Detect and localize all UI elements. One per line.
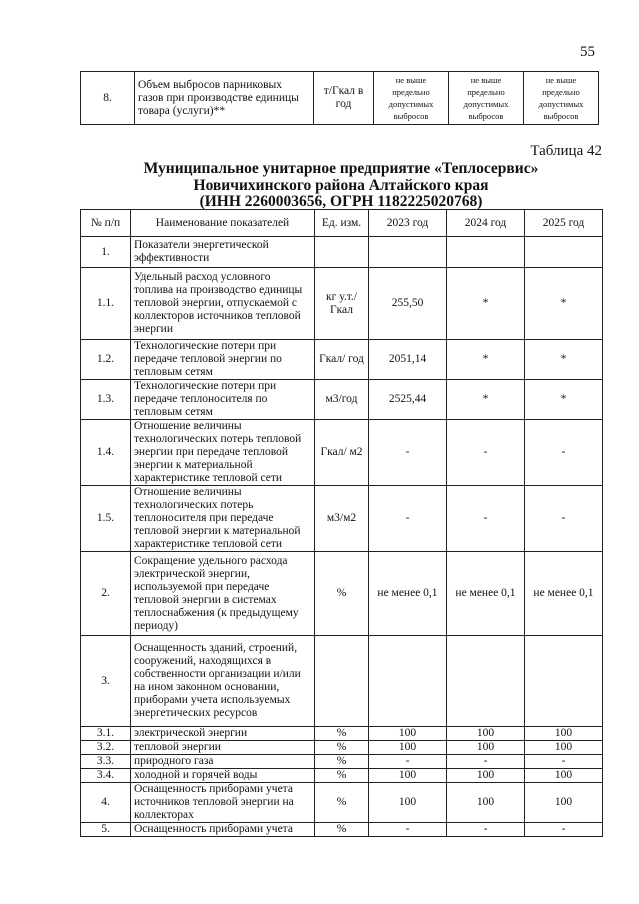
table-row [81, 823, 603, 837]
row-value-2025 [525, 237, 603, 268]
table-row [81, 380, 603, 420]
row-value-2024 [447, 237, 525, 268]
row-unit: Гкал/ год [315, 340, 369, 380]
row-name: Отношение величины технологических потерь тепловой энергии при передаче тепловой энергии к материальной характеристике тепловой сети [131, 420, 315, 486]
row-value-2023: 255,50 [369, 268, 447, 340]
row-number: 1.4. [81, 420, 131, 486]
row-value-2023: 100 [369, 741, 447, 755]
row-name: Удельный расход условного топлива на производство единицы тепловой энергии, отпускаемой с коллекторов источников тепловой энергии [131, 268, 315, 340]
title-line: Новичихинского района Алтайского края [193, 176, 489, 194]
header-2024: 2024 год [447, 210, 525, 237]
row-number: 3. [81, 636, 131, 727]
table-row [81, 636, 603, 727]
row-name: Отношение величины технологических потерь теплоносителя при передаче тепловой энергии к материальной характеристике тепловой сети [131, 486, 315, 552]
row-value-2025: - [525, 420, 603, 486]
row-value-2025: 100 [525, 741, 603, 755]
row-value-2024: - [447, 486, 525, 552]
header-unit: Ед. изм. [315, 210, 369, 237]
row-name: Технологические потери при передаче тепловой энергии по тепловым сетям [131, 340, 315, 380]
row-value-2023: 2525,44 [369, 380, 447, 420]
row-value-2025: - [525, 755, 603, 769]
row-name: Показатели энергетической эффективности [131, 237, 315, 268]
table-row [81, 237, 603, 268]
row-name: Оснащенность приборами учета [131, 823, 315, 837]
row-unit: % [315, 727, 369, 741]
row-value-2024: - [447, 420, 525, 486]
row-value-2023: 100 [369, 727, 447, 741]
row-value-2023: не выше предельно допустимых выбросов [374, 72, 449, 125]
top-table [80, 71, 599, 125]
row-number: 1. [81, 237, 131, 268]
row-number: 3.4. [81, 769, 131, 783]
page-number: 55 [580, 44, 595, 60]
row-name: Оснащенность зданий, строений, сооружений, находящихся в собственности организации и/или на ином законном основании, приборами учета используемых энергетических ресурсов [131, 636, 315, 727]
row-value-2025: * [525, 268, 603, 340]
row-name: холодной и горячей воды [131, 769, 315, 783]
row-number: 3.3. [81, 755, 131, 769]
row-unit: % [315, 552, 369, 636]
row-number: 5. [81, 823, 131, 837]
row-value-2025: * [525, 380, 603, 420]
table-row [81, 420, 603, 486]
row-number: 8. [81, 72, 135, 125]
row-value-2024: 100 [447, 741, 525, 755]
row-value-2025 [525, 636, 603, 727]
row-value-2024: не выше предельно допустимых выбросов [449, 72, 524, 125]
title-line: Муниципальное унитарное предприятие «Теплосервис» [143, 160, 539, 177]
row-name: электрической энергии [131, 727, 315, 741]
row-value-2025: - [525, 486, 603, 552]
row-value-2023: - [369, 420, 447, 486]
header-2025: 2025 год [525, 210, 603, 237]
row-value-2023: 2051,14 [369, 340, 447, 380]
row-value-2023: - [369, 486, 447, 552]
row-name: Технологические потери при передаче теплоносителя по тепловым сетям [131, 380, 315, 420]
row-value-2024: - [447, 755, 525, 769]
row-name: Объем выбросов парниковых газов при производстве единицы товара (услуги)** [135, 72, 314, 125]
row-name: тепловой энергии [131, 741, 315, 755]
row-value-2025: 100 [525, 783, 603, 823]
row-value-2023 [369, 636, 447, 727]
table-row [81, 769, 603, 783]
table-row [81, 268, 603, 340]
row-value-2023: не менее 0,1 [369, 552, 447, 636]
row-value-2025: - [525, 823, 603, 837]
row-value-2024: - [447, 823, 525, 837]
table-label: Таблица 42 [530, 143, 602, 159]
row-value-2024: 100 [447, 783, 525, 823]
row-unit: % [315, 769, 369, 783]
table-row [81, 727, 603, 741]
row-value-2024: * [447, 268, 525, 340]
row-unit: % [315, 755, 369, 769]
row-value-2024: * [447, 340, 525, 380]
row-unit: % [315, 823, 369, 837]
header-2023: 2023 год [369, 210, 447, 237]
row-name: природного газа [131, 755, 315, 769]
row-unit: м3/год [315, 380, 369, 420]
row-value-2025: 100 [525, 727, 603, 741]
row-value-2025: не менее 0,1 [525, 552, 603, 636]
header-name: Наименование показателей [131, 210, 315, 237]
row-value-2023 [369, 237, 447, 268]
row-number: 2. [81, 552, 131, 636]
row-unit: % [315, 783, 369, 823]
row-unit: м3/м2 [315, 486, 369, 552]
row-unit: % [315, 741, 369, 755]
row-value-2025: * [525, 340, 603, 380]
row-unit: Гкал/ м2 [315, 420, 369, 486]
table-row [81, 741, 603, 755]
row-value-2024: 100 [447, 769, 525, 783]
table-header-row [81, 210, 603, 237]
row-number: 1.3. [81, 380, 131, 420]
row-value-2024: не менее 0,1 [447, 552, 525, 636]
row-number: 3.1. [81, 727, 131, 741]
row-value-2025: 100 [525, 769, 603, 783]
row-value-2024: * [447, 380, 525, 420]
table-row [81, 486, 603, 552]
row-value-2023: - [369, 823, 447, 837]
row-value-2025: не выше предельно допустимых выбросов [524, 72, 599, 125]
table-row [81, 755, 603, 769]
row-number: 3.2. [81, 741, 131, 755]
table-row [81, 552, 603, 636]
table-row [81, 72, 599, 125]
row-unit: т/Гкал в год [314, 72, 374, 125]
title-line: (ИНН 2260003656, ОГРН 1182225020768) [199, 193, 483, 210]
row-number: 1.1. [81, 268, 131, 340]
row-value-2024: 100 [447, 727, 525, 741]
row-number: 1.2. [81, 340, 131, 380]
row-value-2023: - [369, 755, 447, 769]
table-row [81, 340, 603, 380]
row-unit [315, 237, 369, 268]
row-number: 4. [81, 783, 131, 823]
indicators-table [80, 209, 603, 837]
row-number: 1.5. [81, 486, 131, 552]
row-value-2023: 100 [369, 783, 447, 823]
row-unit: кг у.т./ Гкал [315, 268, 369, 340]
table-row [81, 783, 603, 823]
row-value-2023: 100 [369, 769, 447, 783]
row-name: Сокращение удельного расхода электрической энергии, используемой при передаче тепловой энергии в системах теплоснабжения (к предыдущему периоду) [131, 552, 315, 636]
header-num: № п/п [81, 210, 131, 237]
row-unit [315, 636, 369, 727]
organization-title [80, 161, 602, 211]
row-name: Оснащенность приборами учета источников тепловой энергии на коллекторах [131, 783, 315, 823]
row-value-2024 [447, 636, 525, 727]
